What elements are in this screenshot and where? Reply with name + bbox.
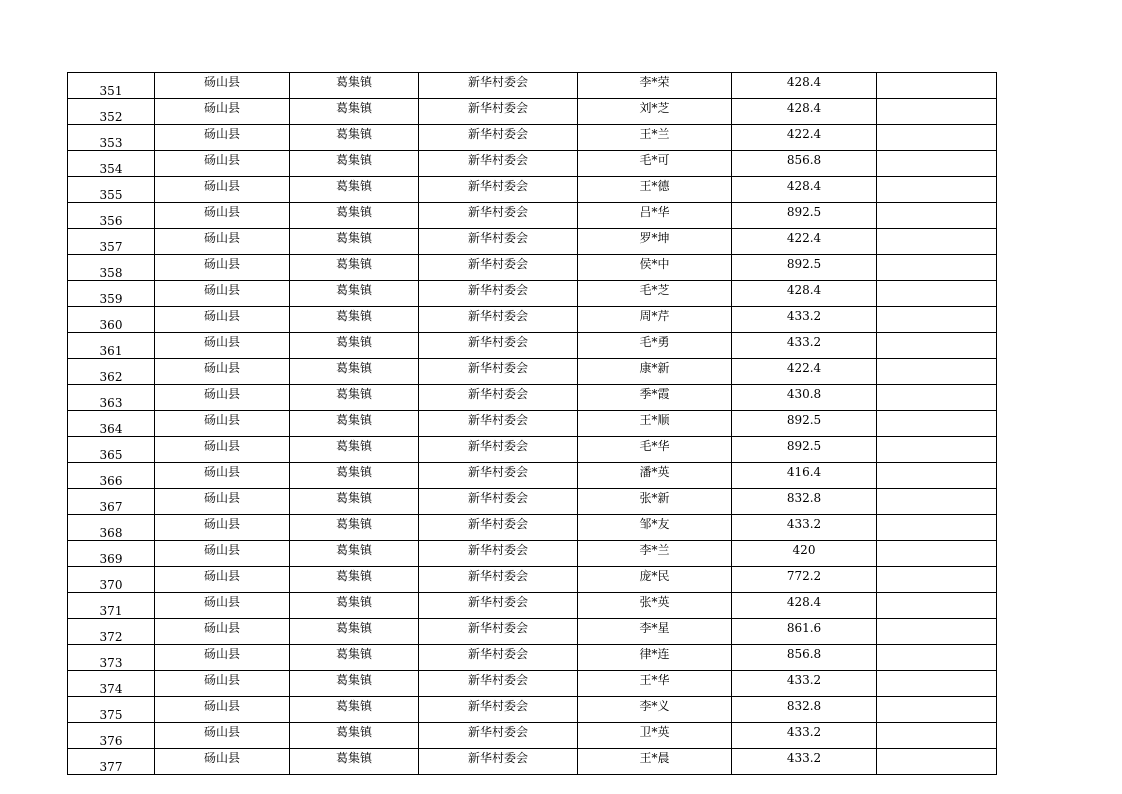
- county-cell: 砀山县: [155, 619, 290, 645]
- note-cell: [877, 749, 997, 775]
- table-body: [68, 73, 997, 775]
- note-cell: [877, 203, 997, 229]
- table-row: [68, 281, 997, 307]
- table-row: [68, 723, 997, 749]
- row-number-cell: 361: [68, 333, 155, 359]
- town-cell: 葛集镇: [290, 671, 419, 697]
- note-cell: [877, 229, 997, 255]
- county-cell: 砀山县: [155, 697, 290, 723]
- amount-cell: 892.5: [732, 255, 877, 281]
- row-number-cell: 369: [68, 541, 155, 567]
- table-row: [68, 515, 997, 541]
- town-cell: 葛集镇: [290, 515, 419, 541]
- person-name-cell: 毛*可: [578, 151, 732, 177]
- town-cell: 葛集镇: [290, 749, 419, 775]
- row-number-cell: 376: [68, 723, 155, 749]
- town-cell: 葛集镇: [290, 73, 419, 99]
- note-cell: [877, 437, 997, 463]
- county-cell: 砀山县: [155, 567, 290, 593]
- county-cell: 砀山县: [155, 437, 290, 463]
- row-number-cell: 367: [68, 489, 155, 515]
- town-cell: 葛集镇: [290, 437, 419, 463]
- village-cell: 新华村委会: [419, 645, 578, 671]
- person-name-cell: 康*新: [578, 359, 732, 385]
- table-row: [68, 671, 997, 697]
- note-cell: [877, 359, 997, 385]
- village-cell: 新华村委会: [419, 463, 578, 489]
- row-number-cell: 366: [68, 463, 155, 489]
- town-cell: 葛集镇: [290, 463, 419, 489]
- town-cell: 葛集镇: [290, 307, 419, 333]
- person-name-cell: 李*星: [578, 619, 732, 645]
- village-cell: 新华村委会: [419, 541, 578, 567]
- person-name-cell: 刘*芝: [578, 99, 732, 125]
- village-cell: 新华村委会: [419, 411, 578, 437]
- town-cell: 葛集镇: [290, 151, 419, 177]
- table-row: [68, 541, 997, 567]
- person-name-cell: 周*芹: [578, 307, 732, 333]
- town-cell: 葛集镇: [290, 333, 419, 359]
- town-cell: 葛集镇: [290, 645, 419, 671]
- town-cell: 葛集镇: [290, 125, 419, 151]
- town-cell: 葛集镇: [290, 255, 419, 281]
- person-name-cell: 李*兰: [578, 541, 732, 567]
- village-cell: 新华村委会: [419, 671, 578, 697]
- person-name-cell: 王*华: [578, 671, 732, 697]
- village-cell: 新华村委会: [419, 723, 578, 749]
- row-number-cell: 356: [68, 203, 155, 229]
- amount-cell: 856.8: [732, 151, 877, 177]
- county-cell: 砀山县: [155, 177, 290, 203]
- village-cell: 新华村委会: [419, 333, 578, 359]
- person-name-cell: 吕*华: [578, 203, 732, 229]
- row-number-cell: 373: [68, 645, 155, 671]
- person-name-cell: 张*新: [578, 489, 732, 515]
- amount-cell: 428.4: [732, 99, 877, 125]
- county-cell: 砀山县: [155, 229, 290, 255]
- row-number-cell: 375: [68, 697, 155, 723]
- town-cell: 葛集镇: [290, 229, 419, 255]
- village-cell: 新华村委会: [419, 203, 578, 229]
- row-number-cell: 365: [68, 437, 155, 463]
- person-name-cell: 李*义: [578, 697, 732, 723]
- amount-cell: 433.2: [732, 749, 877, 775]
- person-name-cell: 邹*友: [578, 515, 732, 541]
- note-cell: [877, 151, 997, 177]
- data-table: [67, 72, 997, 775]
- person-name-cell: 王*兰: [578, 125, 732, 151]
- note-cell: [877, 307, 997, 333]
- amount-cell: 856.8: [732, 645, 877, 671]
- village-cell: 新华村委会: [419, 515, 578, 541]
- town-cell: 葛集镇: [290, 489, 419, 515]
- table-row: [68, 229, 997, 255]
- town-cell: 葛集镇: [290, 723, 419, 749]
- note-cell: [877, 177, 997, 203]
- county-cell: 砀山县: [155, 333, 290, 359]
- county-cell: 砀山县: [155, 463, 290, 489]
- person-name-cell: 毛*勇: [578, 333, 732, 359]
- village-cell: 新华村委会: [419, 73, 578, 99]
- amount-cell: 832.8: [732, 489, 877, 515]
- person-name-cell: 潘*英: [578, 463, 732, 489]
- person-name-cell: 侯*中: [578, 255, 732, 281]
- row-number-cell: 368: [68, 515, 155, 541]
- town-cell: 葛集镇: [290, 593, 419, 619]
- row-number-cell: 359: [68, 281, 155, 307]
- person-name-cell: 季*霞: [578, 385, 732, 411]
- amount-cell: 428.4: [732, 281, 877, 307]
- note-cell: [877, 463, 997, 489]
- town-cell: 葛集镇: [290, 203, 419, 229]
- county-cell: 砀山县: [155, 593, 290, 619]
- town-cell: 葛集镇: [290, 385, 419, 411]
- town-cell: 葛集镇: [290, 359, 419, 385]
- village-cell: 新华村委会: [419, 281, 578, 307]
- person-name-cell: 卫*英: [578, 723, 732, 749]
- table-row: [68, 307, 997, 333]
- town-cell: 葛集镇: [290, 619, 419, 645]
- table-row: [68, 255, 997, 281]
- note-cell: [877, 515, 997, 541]
- person-name-cell: 律*连: [578, 645, 732, 671]
- table-row: [68, 645, 997, 671]
- amount-cell: 422.4: [732, 359, 877, 385]
- amount-cell: 892.5: [732, 437, 877, 463]
- table-row: [68, 593, 997, 619]
- county-cell: 砀山县: [155, 73, 290, 99]
- amount-cell: 428.4: [732, 73, 877, 99]
- table-row: [68, 359, 997, 385]
- person-name-cell: 庞*民: [578, 567, 732, 593]
- amount-cell: 433.2: [732, 671, 877, 697]
- village-cell: 新华村委会: [419, 359, 578, 385]
- amount-cell: 433.2: [732, 723, 877, 749]
- note-cell: [877, 99, 997, 125]
- note-cell: [877, 73, 997, 99]
- note-cell: [877, 697, 997, 723]
- row-number-cell: 370: [68, 567, 155, 593]
- row-number-cell: 371: [68, 593, 155, 619]
- person-name-cell: 王*德: [578, 177, 732, 203]
- row-number-cell: 353: [68, 125, 155, 151]
- county-cell: 砀山县: [155, 541, 290, 567]
- town-cell: 葛集镇: [290, 281, 419, 307]
- county-cell: 砀山县: [155, 255, 290, 281]
- person-name-cell: 李*荣: [578, 73, 732, 99]
- note-cell: [877, 723, 997, 749]
- note-cell: [877, 385, 997, 411]
- row-number-cell: 360: [68, 307, 155, 333]
- village-cell: 新华村委会: [419, 99, 578, 125]
- county-cell: 砀山县: [155, 515, 290, 541]
- county-cell: 砀山县: [155, 723, 290, 749]
- village-cell: 新华村委会: [419, 619, 578, 645]
- county-cell: 砀山县: [155, 99, 290, 125]
- county-cell: 砀山县: [155, 385, 290, 411]
- row-number-cell: 351: [68, 73, 155, 99]
- note-cell: [877, 255, 997, 281]
- row-number-cell: 362: [68, 359, 155, 385]
- village-cell: 新华村委会: [419, 151, 578, 177]
- county-cell: 砀山县: [155, 151, 290, 177]
- row-number-cell: 364: [68, 411, 155, 437]
- town-cell: 葛集镇: [290, 697, 419, 723]
- amount-cell: 422.4: [732, 125, 877, 151]
- note-cell: [877, 489, 997, 515]
- village-cell: 新华村委会: [419, 697, 578, 723]
- amount-cell: 422.4: [732, 229, 877, 255]
- table-row: [68, 697, 997, 723]
- table-row: [68, 437, 997, 463]
- note-cell: [877, 619, 997, 645]
- note-cell: [877, 411, 997, 437]
- amount-cell: 892.5: [732, 411, 877, 437]
- county-cell: 砀山县: [155, 203, 290, 229]
- table-row: [68, 151, 997, 177]
- note-cell: [877, 671, 997, 697]
- note-cell: [877, 593, 997, 619]
- amount-cell: 433.2: [732, 333, 877, 359]
- row-number-cell: 358: [68, 255, 155, 281]
- village-cell: 新华村委会: [419, 307, 578, 333]
- village-cell: 新华村委会: [419, 437, 578, 463]
- amount-cell: 772.2: [732, 567, 877, 593]
- row-number-cell: 363: [68, 385, 155, 411]
- town-cell: 葛集镇: [290, 541, 419, 567]
- row-number-cell: 357: [68, 229, 155, 255]
- person-name-cell: 罗*坤: [578, 229, 732, 255]
- table-row: [68, 333, 997, 359]
- village-cell: 新华村委会: [419, 125, 578, 151]
- table-row: [68, 567, 997, 593]
- town-cell: 葛集镇: [290, 411, 419, 437]
- amount-cell: 892.5: [732, 203, 877, 229]
- amount-cell: 428.4: [732, 593, 877, 619]
- county-cell: 砀山县: [155, 645, 290, 671]
- table-row: [68, 385, 997, 411]
- county-cell: 砀山县: [155, 307, 290, 333]
- note-cell: [877, 125, 997, 151]
- table-row: [68, 203, 997, 229]
- table-row: [68, 749, 997, 775]
- amount-cell: 416.4: [732, 463, 877, 489]
- county-cell: 砀山县: [155, 281, 290, 307]
- county-cell: 砀山县: [155, 411, 290, 437]
- village-cell: 新华村委会: [419, 229, 578, 255]
- village-cell: 新华村委会: [419, 749, 578, 775]
- note-cell: [877, 541, 997, 567]
- village-cell: 新华村委会: [419, 385, 578, 411]
- row-number-cell: 355: [68, 177, 155, 203]
- county-cell: 砀山县: [155, 671, 290, 697]
- person-name-cell: 王*顺: [578, 411, 732, 437]
- row-number-cell: 377: [68, 749, 155, 775]
- person-name-cell: 毛*芝: [578, 281, 732, 307]
- table-row: [68, 73, 997, 99]
- person-name-cell: 王*晨: [578, 749, 732, 775]
- table-row: [68, 619, 997, 645]
- amount-cell: 832.8: [732, 697, 877, 723]
- village-cell: 新华村委会: [419, 255, 578, 281]
- person-name-cell: 毛*华: [578, 437, 732, 463]
- town-cell: 葛集镇: [290, 99, 419, 125]
- amount-cell: 428.4: [732, 177, 877, 203]
- amount-cell: 861.6: [732, 619, 877, 645]
- village-cell: 新华村委会: [419, 177, 578, 203]
- town-cell: 葛集镇: [290, 567, 419, 593]
- note-cell: [877, 645, 997, 671]
- village-cell: 新华村委会: [419, 567, 578, 593]
- table-row: [68, 177, 997, 203]
- amount-cell: 420: [732, 541, 877, 567]
- county-cell: 砀山县: [155, 125, 290, 151]
- amount-cell: 433.2: [732, 307, 877, 333]
- county-cell: 砀山县: [155, 359, 290, 385]
- row-number-cell: 354: [68, 151, 155, 177]
- table-row: [68, 411, 997, 437]
- amount-cell: 430.8: [732, 385, 877, 411]
- county-cell: 砀山县: [155, 749, 290, 775]
- town-cell: 葛集镇: [290, 177, 419, 203]
- person-name-cell: 张*英: [578, 593, 732, 619]
- village-cell: 新华村委会: [419, 593, 578, 619]
- row-number-cell: 374: [68, 671, 155, 697]
- table-row: [68, 463, 997, 489]
- county-cell: 砀山县: [155, 489, 290, 515]
- row-number-cell: 372: [68, 619, 155, 645]
- note-cell: [877, 567, 997, 593]
- village-cell: 新华村委会: [419, 489, 578, 515]
- table-row: [68, 99, 997, 125]
- row-number-cell: 352: [68, 99, 155, 125]
- note-cell: [877, 281, 997, 307]
- note-cell: [877, 333, 997, 359]
- table-row: [68, 125, 997, 151]
- table-row: [68, 489, 997, 515]
- amount-cell: 433.2: [732, 515, 877, 541]
